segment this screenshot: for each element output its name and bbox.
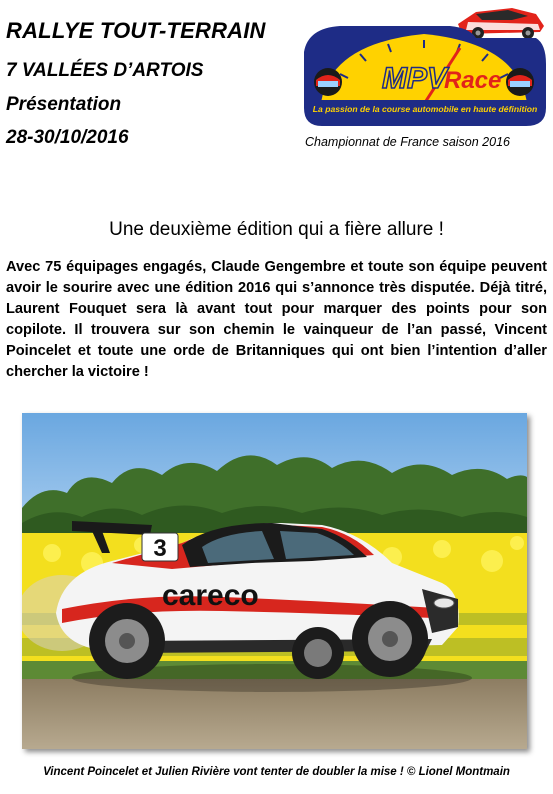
- document-title: RALLYE TOUT-TERRAIN: [6, 18, 266, 43]
- car-number: 3: [153, 535, 167, 562]
- rally-car-photo: [22, 413, 527, 749]
- championship-label: Championnat de France saison 2016: [305, 135, 510, 149]
- car-sponsor: careco: [162, 579, 259, 612]
- helmet-left-icon: [314, 68, 342, 96]
- photo-caption: Vincent Poincelet et Julien Rivière vont tenter de doubler la mise ! © Lionel Montmain: [43, 766, 510, 778]
- helmet-right-icon: [506, 68, 534, 96]
- article-headline: Une deuxième édition qui a fière allure !: [109, 219, 444, 240]
- logo-brand-suffix: Race: [444, 67, 502, 94]
- logo-tagline: La passion de la course automobile en haute définition: [312, 104, 538, 114]
- mpv-race-logo: [300, 4, 548, 130]
- article-intro: Avec 75 équipages engagés, Claude Gengembre et toute son équipe peuvent avoir le sourire avec une édition 2016 qui s’annonce très disputée. Déjà titré, Laurent Fouquet sera là avant tout pour marquer des points pour son copilote. Il trouvera sur son chemin le vainqueur de l’an passé, Vincent Poincelet et toute une orde de Britanniques qui ont bien l’intention d’aller chercher la victoire !: [6, 259, 547, 380]
- event-dates: 28-30/10/2016: [6, 127, 129, 148]
- event-name: 7 VALLÉES D’ARTOIS: [6, 60, 204, 81]
- section-label: Présentation: [6, 94, 122, 115]
- logo-brand: MPV: [382, 62, 448, 95]
